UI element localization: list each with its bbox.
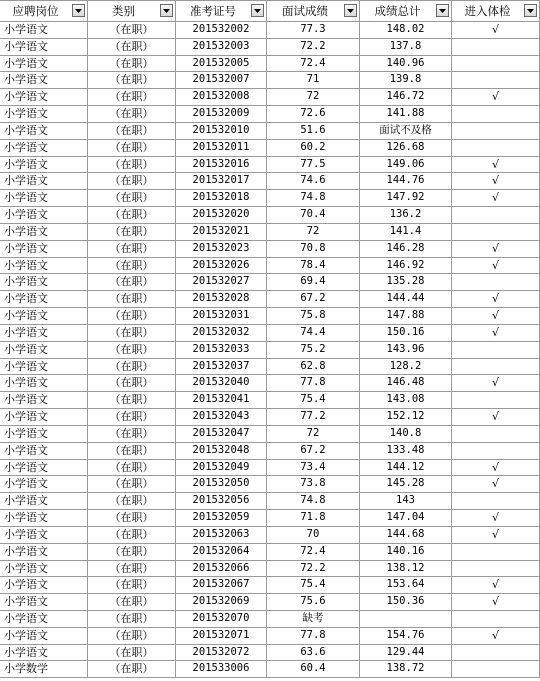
table-row <box>0 224 540 241</box>
interview-score-cell[interactable]: 74.8 <box>267 190 360 206</box>
interview-score-cell[interactable]: 72.2 <box>267 39 360 55</box>
interview-score-cell[interactable]: 73.8 <box>267 476 360 492</box>
total-score-cell[interactable]: 143.96 <box>360 342 452 358</box>
table-body <box>0 22 540 678</box>
exam-number-cell[interactable]: 201532005 <box>176 56 267 72</box>
category-cell[interactable]: （在职） <box>88 359 176 375</box>
position-cell[interactable]: 小学语文 <box>0 476 88 492</box>
exam-number-cell[interactable]: 201532049 <box>176 460 267 476</box>
position-cell[interactable]: 小学数学 <box>0 661 88 677</box>
exam-number-cell[interactable]: 201532003 <box>176 39 267 55</box>
total-score-cell[interactable]: 144.44 <box>360 291 452 307</box>
category-cell[interactable]: （在职） <box>88 544 176 560</box>
interview-score-cell[interactable]: 62.8 <box>267 359 360 375</box>
category-cell[interactable]: （在职） <box>88 190 176 206</box>
exam-number-cell[interactable]: 201532016 <box>176 157 267 173</box>
table-row <box>0 577 540 594</box>
exam-number-cell[interactable]: 201532071 <box>176 628 267 644</box>
table-row <box>0 527 540 544</box>
position-cell[interactable]: 小学语文 <box>0 443 88 459</box>
table-row <box>0 594 540 611</box>
interview-score-cell[interactable]: 72 <box>267 224 360 240</box>
column-header-exam-number[interactable] <box>176 1 267 23</box>
interview-score-cell[interactable]: 74.4 <box>267 325 360 341</box>
category-cell[interactable]: （在职） <box>88 207 176 223</box>
position-cell[interactable]: 小学语文 <box>0 359 88 375</box>
total-score-cell[interactable]: 147.92 <box>360 190 452 206</box>
exam-number-cell[interactable]: 201532010 <box>176 123 267 139</box>
physical-exam-cell[interactable]: √ <box>452 22 540 38</box>
table-row <box>0 123 540 140</box>
table-row <box>0 392 540 409</box>
exam-number-cell[interactable]: 201532017 <box>176 173 267 189</box>
category-cell[interactable]: （在职） <box>88 173 176 189</box>
position-cell[interactable]: 小学语文 <box>0 274 88 290</box>
exam-number-cell[interactable]: 201532002 <box>176 22 267 38</box>
position-cell[interactable]: 小学语文 <box>0 224 88 240</box>
physical-exam-cell[interactable] <box>452 645 540 661</box>
table-row <box>0 56 540 73</box>
table-row <box>0 645 540 662</box>
physical-exam-cell[interactable]: √ <box>452 325 540 341</box>
table-row <box>0 409 540 426</box>
position-cell[interactable]: 小学语文 <box>0 375 88 391</box>
table-row <box>0 359 540 376</box>
position-cell[interactable]: 小学语文 <box>0 207 88 223</box>
position-cell[interactable]: 小学语文 <box>0 392 88 408</box>
total-score-cell[interactable]: 146.92 <box>360 258 452 274</box>
physical-exam-cell[interactable]: √ <box>452 89 540 105</box>
exam-number-cell[interactable]: 201532066 <box>176 561 267 577</box>
interview-score-cell[interactable]: 70.8 <box>267 241 360 257</box>
table-row <box>0 241 540 258</box>
table-row <box>0 544 540 561</box>
position-cell[interactable]: 小学语文 <box>0 409 88 425</box>
category-cell[interactable]: （在职） <box>88 140 176 156</box>
exam-number-cell[interactable]: 201532056 <box>176 493 267 509</box>
category-cell[interactable]: （在职） <box>88 493 176 509</box>
table-row <box>0 561 540 578</box>
physical-exam-cell[interactable]: √ <box>452 527 540 543</box>
exam-number-cell[interactable]: 201532050 <box>176 476 267 492</box>
physical-exam-cell[interactable] <box>452 544 540 560</box>
physical-exam-cell[interactable]: √ <box>452 594 540 610</box>
table-row <box>0 375 540 392</box>
total-score-cell[interactable]: 144.12 <box>360 460 452 476</box>
physical-exam-cell[interactable] <box>452 561 540 577</box>
exam-number-cell[interactable]: 201532021 <box>176 224 267 240</box>
table-row <box>0 173 540 190</box>
position-cell[interactable]: 小学语文 <box>0 72 88 88</box>
exam-number-cell[interactable]: 201532032 <box>176 325 267 341</box>
position-cell[interactable]: 小学语文 <box>0 594 88 610</box>
interview-score-cell[interactable]: 67.2 <box>267 443 360 459</box>
position-cell[interactable]: 小学语文 <box>0 157 88 173</box>
exam-number-cell[interactable]: 201532027 <box>176 274 267 290</box>
column-header-position[interactable] <box>0 1 88 23</box>
table-row <box>0 308 540 325</box>
position-cell[interactable]: 小学语文 <box>0 544 88 560</box>
total-score-cell[interactable]: 145.28 <box>360 476 452 492</box>
position-cell[interactable]: 小学语文 <box>0 291 88 307</box>
total-score-cell[interactable]: 146.48 <box>360 375 452 391</box>
physical-exam-cell[interactable] <box>452 39 540 55</box>
column-header-label: 应聘岗位 <box>12 4 59 18</box>
category-cell[interactable]: （在职） <box>88 106 176 122</box>
table-row <box>0 661 540 678</box>
category-cell[interactable]: （在职） <box>88 460 176 476</box>
table-row <box>0 157 540 174</box>
interview-score-cell[interactable]: 60.2 <box>267 140 360 156</box>
physical-exam-cell[interactable] <box>452 359 540 375</box>
total-score-cell[interactable]: 141.88 <box>360 106 452 122</box>
category-cell[interactable]: （在职） <box>88 661 176 677</box>
physical-exam-cell[interactable] <box>452 342 540 358</box>
exam-number-cell[interactable]: 201533006 <box>176 661 267 677</box>
exam-number-cell[interactable]: 201532020 <box>176 207 267 223</box>
position-cell[interactable]: 小学语文 <box>0 190 88 206</box>
table-row <box>0 510 540 527</box>
column-header-label: 成绩总计 <box>374 4 421 18</box>
physical-exam-cell[interactable] <box>452 140 540 156</box>
filter-dropdown-icon[interactable] <box>160 4 173 17</box>
exam-number-cell[interactable]: 201532031 <box>176 308 267 324</box>
interview-score-cell[interactable]: 75.6 <box>267 594 360 610</box>
interview-score-cell[interactable]: 72.4 <box>267 56 360 72</box>
total-score-cell[interactable]: 140.96 <box>360 56 452 72</box>
table-row <box>0 426 540 443</box>
total-score-cell[interactable]: 153.64 <box>360 577 452 593</box>
category-cell[interactable]: （在职） <box>88 308 176 324</box>
category-cell[interactable]: （在职） <box>88 510 176 526</box>
interview-score-cell[interactable]: 75.2 <box>267 342 360 358</box>
position-cell[interactable]: 小学语文 <box>0 577 88 593</box>
table-row <box>0 207 540 224</box>
physical-exam-cell[interactable] <box>452 56 540 72</box>
position-cell[interactable]: 小学语文 <box>0 56 88 72</box>
physical-exam-cell[interactable]: √ <box>452 375 540 391</box>
physical-exam-cell[interactable]: √ <box>452 308 540 324</box>
exam-number-cell[interactable]: 201532059 <box>176 510 267 526</box>
exam-number-cell[interactable]: 201532067 <box>176 577 267 593</box>
total-score-cell[interactable]: 140.8 <box>360 426 452 442</box>
interview-score-cell[interactable]: 71.8 <box>267 510 360 526</box>
physical-exam-cell[interactable] <box>452 123 540 139</box>
category-cell[interactable]: （在职） <box>88 426 176 442</box>
physical-exam-cell[interactable] <box>452 493 540 509</box>
exam-number-cell[interactable]: 201532008 <box>176 89 267 105</box>
total-score-cell[interactable]: 148.02 <box>360 22 452 38</box>
physical-exam-cell[interactable]: √ <box>452 173 540 189</box>
filter-dropdown-icon[interactable] <box>436 4 449 17</box>
total-score-cell[interactable]: 154.76 <box>360 628 452 644</box>
exam-number-cell[interactable]: 201532048 <box>176 443 267 459</box>
interview-score-cell[interactable]: 72 <box>267 89 360 105</box>
interview-score-cell[interactable]: 72 <box>267 426 360 442</box>
total-score-cell[interactable]: 133.48 <box>360 443 452 459</box>
column-header-total-score[interactable] <box>360 1 452 23</box>
physical-exam-cell[interactable]: √ <box>452 510 540 526</box>
filter-dropdown-icon[interactable] <box>72 4 85 17</box>
physical-exam-cell[interactable] <box>452 274 540 290</box>
interview-score-cell[interactable]: 77.2 <box>267 409 360 425</box>
physical-exam-cell[interactable] <box>452 224 540 240</box>
interview-score-cell[interactable]: 77.5 <box>267 157 360 173</box>
column-header-physical-exam[interactable] <box>452 1 540 23</box>
exam-number-cell[interactable]: 201532064 <box>176 544 267 560</box>
exam-number-cell[interactable]: 201532037 <box>176 359 267 375</box>
physical-exam-cell[interactable] <box>452 106 540 122</box>
filter-dropdown-icon[interactable] <box>344 4 357 17</box>
table-row <box>0 140 540 157</box>
total-score-cell[interactable]: 136.2 <box>360 207 452 223</box>
filter-dropdown-icon[interactable] <box>524 4 537 17</box>
interview-score-cell[interactable]: 75.4 <box>267 392 360 408</box>
filter-dropdown-icon[interactable] <box>251 4 264 17</box>
total-score-cell[interactable]: 144.76 <box>360 173 452 189</box>
total-score-cell[interactable]: 138.12 <box>360 561 452 577</box>
physical-exam-cell[interactable]: √ <box>452 476 540 492</box>
physical-exam-cell[interactable]: √ <box>452 409 540 425</box>
interview-score-cell[interactable]: 71 <box>267 72 360 88</box>
total-score-cell[interactable]: 147.88 <box>360 308 452 324</box>
category-cell[interactable]: （在职） <box>88 22 176 38</box>
category-cell[interactable]: （在职） <box>88 241 176 257</box>
category-cell[interactable]: （在职） <box>88 577 176 593</box>
position-cell[interactable]: 小学语文 <box>0 39 88 55</box>
category-cell[interactable]: （在职） <box>88 628 176 644</box>
physical-exam-cell[interactable]: √ <box>452 577 540 593</box>
total-score-cell[interactable]: 138.72 <box>360 661 452 677</box>
interview-score-cell[interactable]: 75.4 <box>267 577 360 593</box>
category-cell[interactable]: （在职） <box>88 39 176 55</box>
category-cell[interactable]: （在职） <box>88 89 176 105</box>
total-score-cell[interactable]: 147.04 <box>360 510 452 526</box>
physical-exam-cell[interactable] <box>452 426 540 442</box>
position-cell[interactable]: 小学语文 <box>0 628 88 644</box>
interview-score-cell[interactable]: 缺考 <box>267 611 360 627</box>
category-cell[interactable]: （在职） <box>88 325 176 341</box>
interview-score-cell[interactable]: 70 <box>267 527 360 543</box>
physical-exam-cell[interactable] <box>452 72 540 88</box>
interview-score-cell[interactable]: 72.4 <box>267 544 360 560</box>
table-row <box>0 39 540 56</box>
exam-number-cell[interactable]: 201532047 <box>176 426 267 442</box>
exam-number-cell[interactable]: 201532009 <box>176 106 267 122</box>
header-row <box>0 0 540 22</box>
exam-number-cell[interactable]: 201532026 <box>176 258 267 274</box>
table-row <box>0 628 540 645</box>
category-cell[interactable]: （在职） <box>88 527 176 543</box>
exam-number-cell[interactable]: 201532070 <box>176 611 267 627</box>
exam-number-cell[interactable]: 201532028 <box>176 291 267 307</box>
position-cell[interactable]: 小学语文 <box>0 493 88 509</box>
table-row <box>0 342 540 359</box>
position-cell[interactable]: 小学语文 <box>0 258 88 274</box>
table-row <box>0 190 540 207</box>
physical-exam-cell[interactable]: √ <box>452 190 540 206</box>
table-row <box>0 476 540 493</box>
category-cell[interactable]: （在职） <box>88 645 176 661</box>
total-score-cell[interactable]: 152.12 <box>360 409 452 425</box>
exam-number-cell[interactable]: 201532018 <box>176 190 267 206</box>
category-cell[interactable]: （在职） <box>88 258 176 274</box>
interview-score-cell[interactable]: 74.8 <box>267 493 360 509</box>
category-cell[interactable]: （在职） <box>88 409 176 425</box>
position-cell[interactable]: 小学语文 <box>0 426 88 442</box>
column-header-label: 面试成绩 <box>282 4 328 18</box>
position-cell[interactable]: 小学语文 <box>0 460 88 476</box>
total-score-cell[interactable]: 149.06 <box>360 157 452 173</box>
total-score-cell[interactable]: 137.8 <box>360 39 452 55</box>
total-score-cell[interactable] <box>360 611 452 627</box>
position-cell[interactable]: 小学语文 <box>0 241 88 257</box>
column-header-label: 类别 <box>112 4 135 18</box>
total-score-cell[interactable]: 150.36 <box>360 594 452 610</box>
category-cell[interactable]: （在职） <box>88 291 176 307</box>
position-cell[interactable]: 小学语文 <box>0 510 88 526</box>
total-score-cell[interactable]: 141.4 <box>360 224 452 240</box>
category-cell[interactable]: （在职） <box>88 157 176 173</box>
interview-score-cell[interactable]: 70.4 <box>267 207 360 223</box>
position-cell[interactable]: 小学语文 <box>0 561 88 577</box>
table-row <box>0 22 540 39</box>
physical-exam-cell[interactable]: √ <box>452 291 540 307</box>
physical-exam-cell[interactable]: √ <box>452 460 540 476</box>
category-cell[interactable]: （在职） <box>88 123 176 139</box>
exam-number-cell[interactable]: 201532072 <box>176 645 267 661</box>
interview-score-cell[interactable]: 60.4 <box>267 661 360 677</box>
table-row <box>0 460 540 477</box>
physical-exam-cell[interactable]: √ <box>452 258 540 274</box>
table-row <box>0 443 540 460</box>
table-row <box>0 274 540 291</box>
physical-exam-cell[interactable]: √ <box>452 628 540 644</box>
table-row <box>0 89 540 106</box>
category-cell[interactable]: （在职） <box>88 72 176 88</box>
category-cell[interactable]: （在职） <box>88 342 176 358</box>
interview-score-cell[interactable]: 72.2 <box>267 561 360 577</box>
category-cell[interactable]: （在职） <box>88 375 176 391</box>
exam-number-cell[interactable]: 201532023 <box>176 241 267 257</box>
total-score-cell[interactable]: 139.8 <box>360 72 452 88</box>
category-cell[interactable]: （在职） <box>88 443 176 459</box>
position-cell[interactable]: 小学语文 <box>0 645 88 661</box>
column-header-category[interactable] <box>88 1 176 23</box>
total-score-cell[interactable]: 面试不及格 <box>360 123 452 139</box>
position-cell[interactable]: 小学语文 <box>0 22 88 38</box>
physical-exam-cell[interactable]: √ <box>452 157 540 173</box>
position-cell[interactable]: 小学语文 <box>0 140 88 156</box>
category-cell[interactable]: （在职） <box>88 561 176 577</box>
physical-exam-cell[interactable] <box>452 392 540 408</box>
position-cell[interactable]: 小学语文 <box>0 106 88 122</box>
exam-number-cell[interactable]: 201532063 <box>176 527 267 543</box>
category-cell[interactable]: （在职） <box>88 476 176 492</box>
column-header-label: 进入体检 <box>464 4 511 18</box>
table-row <box>0 106 540 123</box>
exam-number-cell[interactable]: 201532069 <box>176 594 267 610</box>
position-cell[interactable]: 小学语文 <box>0 89 88 105</box>
table-row <box>0 258 540 275</box>
total-score-cell[interactable]: 143 <box>360 493 452 509</box>
interview-score-cell[interactable]: 69.4 <box>267 274 360 290</box>
interview-score-cell[interactable]: 77.8 <box>267 375 360 391</box>
interview-score-cell[interactable]: 77.3 <box>267 22 360 38</box>
position-cell[interactable]: 小学语文 <box>0 527 88 543</box>
column-header-label: 准考证号 <box>190 4 236 18</box>
interview-score-cell[interactable]: 78.4 <box>267 258 360 274</box>
table-row <box>0 611 540 628</box>
physical-exam-cell[interactable] <box>452 661 540 677</box>
position-cell[interactable]: 小学语文 <box>0 173 88 189</box>
interview-score-cell[interactable]: 75.8 <box>267 308 360 324</box>
total-score-cell[interactable]: 128.2 <box>360 359 452 375</box>
position-cell[interactable]: 小学语文 <box>0 308 88 324</box>
interview-score-cell[interactable]: 63.6 <box>267 645 360 661</box>
table-row <box>0 493 540 510</box>
physical-exam-cell[interactable] <box>452 611 540 627</box>
category-cell[interactable]: （在职） <box>88 611 176 627</box>
category-cell[interactable]: （在职） <box>88 274 176 290</box>
position-cell[interactable]: 小学语文 <box>0 123 88 139</box>
total-score-cell[interactable]: 129.44 <box>360 645 452 661</box>
total-score-cell[interactable]: 144.68 <box>360 527 452 543</box>
position-cell[interactable]: 小学语文 <box>0 611 88 627</box>
category-cell[interactable]: （在职） <box>88 224 176 240</box>
physical-exam-cell[interactable] <box>452 443 540 459</box>
interview-score-cell[interactable]: 73.4 <box>267 460 360 476</box>
table-row <box>0 325 540 342</box>
table-row <box>0 291 540 308</box>
total-score-cell[interactable]: 143.08 <box>360 392 452 408</box>
category-cell[interactable]: （在职） <box>88 56 176 72</box>
exam-number-cell[interactable]: 201532033 <box>176 342 267 358</box>
table-row <box>0 72 540 89</box>
total-score-cell[interactable]: 126.68 <box>360 140 452 156</box>
position-cell[interactable]: 小学语文 <box>0 342 88 358</box>
total-score-cell[interactable]: 135.28 <box>360 274 452 290</box>
exam-number-cell[interactable]: 201532043 <box>176 409 267 425</box>
total-score-cell[interactable]: 146.28 <box>360 241 452 257</box>
interview-score-cell[interactable]: 51.6 <box>267 123 360 139</box>
exam-number-cell[interactable]: 201532040 <box>176 375 267 391</box>
interview-score-cell[interactable]: 74.6 <box>267 173 360 189</box>
position-cell[interactable]: 小学语文 <box>0 325 88 341</box>
column-header-interview-score[interactable] <box>267 1 360 23</box>
interview-score-cell[interactable]: 72.6 <box>267 106 360 122</box>
exam-number-cell[interactable]: 201532011 <box>176 140 267 156</box>
total-score-cell[interactable]: 150.16 <box>360 325 452 341</box>
total-score-cell[interactable]: 140.16 <box>360 544 452 560</box>
category-cell[interactable]: （在职） <box>88 594 176 610</box>
total-score-cell[interactable]: 146.72 <box>360 89 452 105</box>
exam-number-cell[interactable]: 201532007 <box>176 72 267 88</box>
exam-number-cell[interactable]: 201532041 <box>176 392 267 408</box>
interview-score-cell[interactable]: 67.2 <box>267 291 360 307</box>
category-cell[interactable]: （在职） <box>88 392 176 408</box>
physical-exam-cell[interactable] <box>452 207 540 223</box>
interview-score-cell[interactable]: 77.8 <box>267 628 360 644</box>
physical-exam-cell[interactable]: √ <box>452 241 540 257</box>
